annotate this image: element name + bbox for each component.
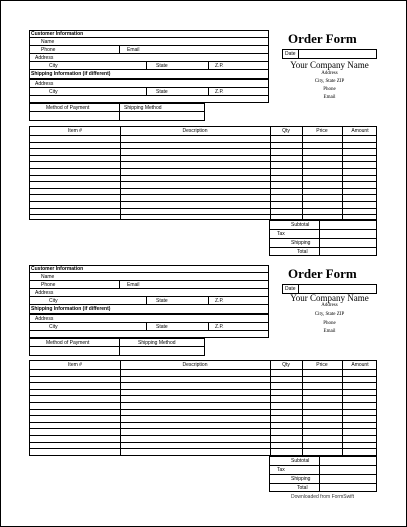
shipping-method-label: Shipping Method	[138, 340, 176, 346]
state-label: State	[156, 298, 168, 304]
table-row[interactable]	[30, 395, 376, 396]
total-label: Total	[297, 485, 308, 491]
date-label: Date	[285, 51, 296, 57]
shipping-state-label: State	[156, 324, 168, 330]
company-address: Address	[321, 303, 338, 308]
tax-label: Tax	[277, 467, 285, 473]
table-row[interactable]	[30, 194, 376, 195]
shipping-zip-label: Z.P.	[215, 324, 224, 330]
shipping-label: Shipping	[291, 240, 311, 246]
name-label: Name	[41, 274, 55, 280]
company-email: Email	[323, 95, 336, 100]
table-row[interactable]	[30, 382, 376, 383]
table-row[interactable]	[30, 435, 376, 436]
table-row[interactable]	[30, 376, 376, 377]
items-table	[29, 360, 377, 456]
column-header-qty: Qty	[282, 128, 290, 134]
table-row[interactable]	[30, 148, 376, 149]
table-row[interactable]	[30, 415, 376, 416]
shipping-info-box	[29, 314, 269, 338]
table-row[interactable]	[30, 389, 376, 390]
address-label: Address	[35, 290, 54, 296]
table-row[interactable]	[30, 442, 376, 443]
email-label: Email	[127, 282, 140, 288]
city-label: City	[49, 298, 58, 304]
table-row[interactable]	[30, 428, 376, 429]
table-row[interactable]	[30, 422, 376, 423]
shipping-state-label: State	[156, 89, 168, 95]
shipping-info-heading: Shipping Information (if different)	[31, 306, 111, 312]
form-title: Order Form	[288, 266, 357, 281]
date-label: Date	[285, 286, 296, 292]
customer-info-heading: Customer Information	[31, 266, 84, 272]
column-header-price: Price	[316, 128, 328, 134]
table-row[interactable]	[30, 155, 376, 156]
date-box	[282, 49, 377, 59]
city-label: City	[49, 63, 58, 69]
shipping-zip-label: Z.P.	[215, 89, 224, 95]
company-name: Your Company Name	[290, 60, 369, 70]
tax-label: Tax	[277, 231, 285, 237]
zip-label: Z.P.	[215, 298, 224, 304]
company-city: City, State ZIP	[314, 79, 345, 84]
zip-label: Z.P.	[215, 63, 224, 69]
table-row[interactable]	[30, 409, 376, 410]
company-phone: Phone	[323, 321, 336, 326]
shipping-address-label: Address	[35, 81, 54, 87]
table-row[interactable]	[30, 214, 376, 215]
column-header-item: Item #	[68, 128, 82, 134]
shipping-info-box	[29, 79, 269, 103]
customer-info-heading: Customer Information	[31, 31, 84, 37]
items-table	[29, 126, 377, 220]
address-label: Address	[35, 55, 54, 61]
company-city: City, State ZIP	[314, 312, 345, 317]
method-of-payment-label: Method of Payment	[46, 105, 90, 111]
company-email: Email	[323, 329, 336, 334]
company-name: Your Company Name	[290, 293, 369, 303]
shipping-info-heading: Shipping Information (if different)	[31, 71, 111, 77]
footer-note: Downloaded from FormSwift	[291, 494, 355, 500]
table-row[interactable]	[30, 175, 376, 176]
column-header-item: Item #	[68, 362, 82, 368]
total-label: Total	[297, 249, 308, 255]
subtotal-label: Subtotal	[291, 222, 310, 228]
table-row[interactable]	[30, 402, 376, 403]
column-header-description: Description	[182, 362, 208, 368]
table-row[interactable]	[30, 188, 376, 189]
table-row[interactable]	[30, 161, 376, 162]
column-header-description: Description	[182, 128, 208, 134]
shipping-city-label: City	[49, 89, 58, 95]
company-address: Address	[321, 71, 338, 76]
column-header-amount: Amount	[351, 362, 369, 368]
column-header-qty: Qty	[282, 362, 290, 368]
table-row[interactable]	[30, 168, 376, 169]
subtotal-label: Subtotal	[291, 458, 310, 464]
table-row[interactable]	[30, 208, 376, 209]
column-header-price: Price	[316, 362, 328, 368]
shipping-label: Shipping	[291, 476, 311, 482]
method-of-payment-label: Method of Payment	[46, 340, 90, 346]
form-title: Order Form	[288, 31, 357, 46]
table-row[interactable]	[30, 201, 376, 202]
email-label: Email	[127, 47, 140, 53]
name-label: Name	[41, 39, 55, 45]
shipping-address-label: Address	[35, 316, 54, 322]
shipping-city-label: City	[49, 324, 58, 330]
phone-label: Phone	[41, 282, 56, 288]
table-row[interactable]	[30, 181, 376, 182]
phone-label: Phone	[41, 47, 56, 53]
company-phone: Phone	[323, 87, 336, 92]
state-label: State	[156, 63, 168, 69]
shipping-method-label: Shipping Method	[124, 105, 162, 111]
column-header-amount: Amount	[351, 128, 369, 134]
table-row[interactable]	[30, 142, 376, 143]
table-row[interactable]	[30, 448, 376, 449]
